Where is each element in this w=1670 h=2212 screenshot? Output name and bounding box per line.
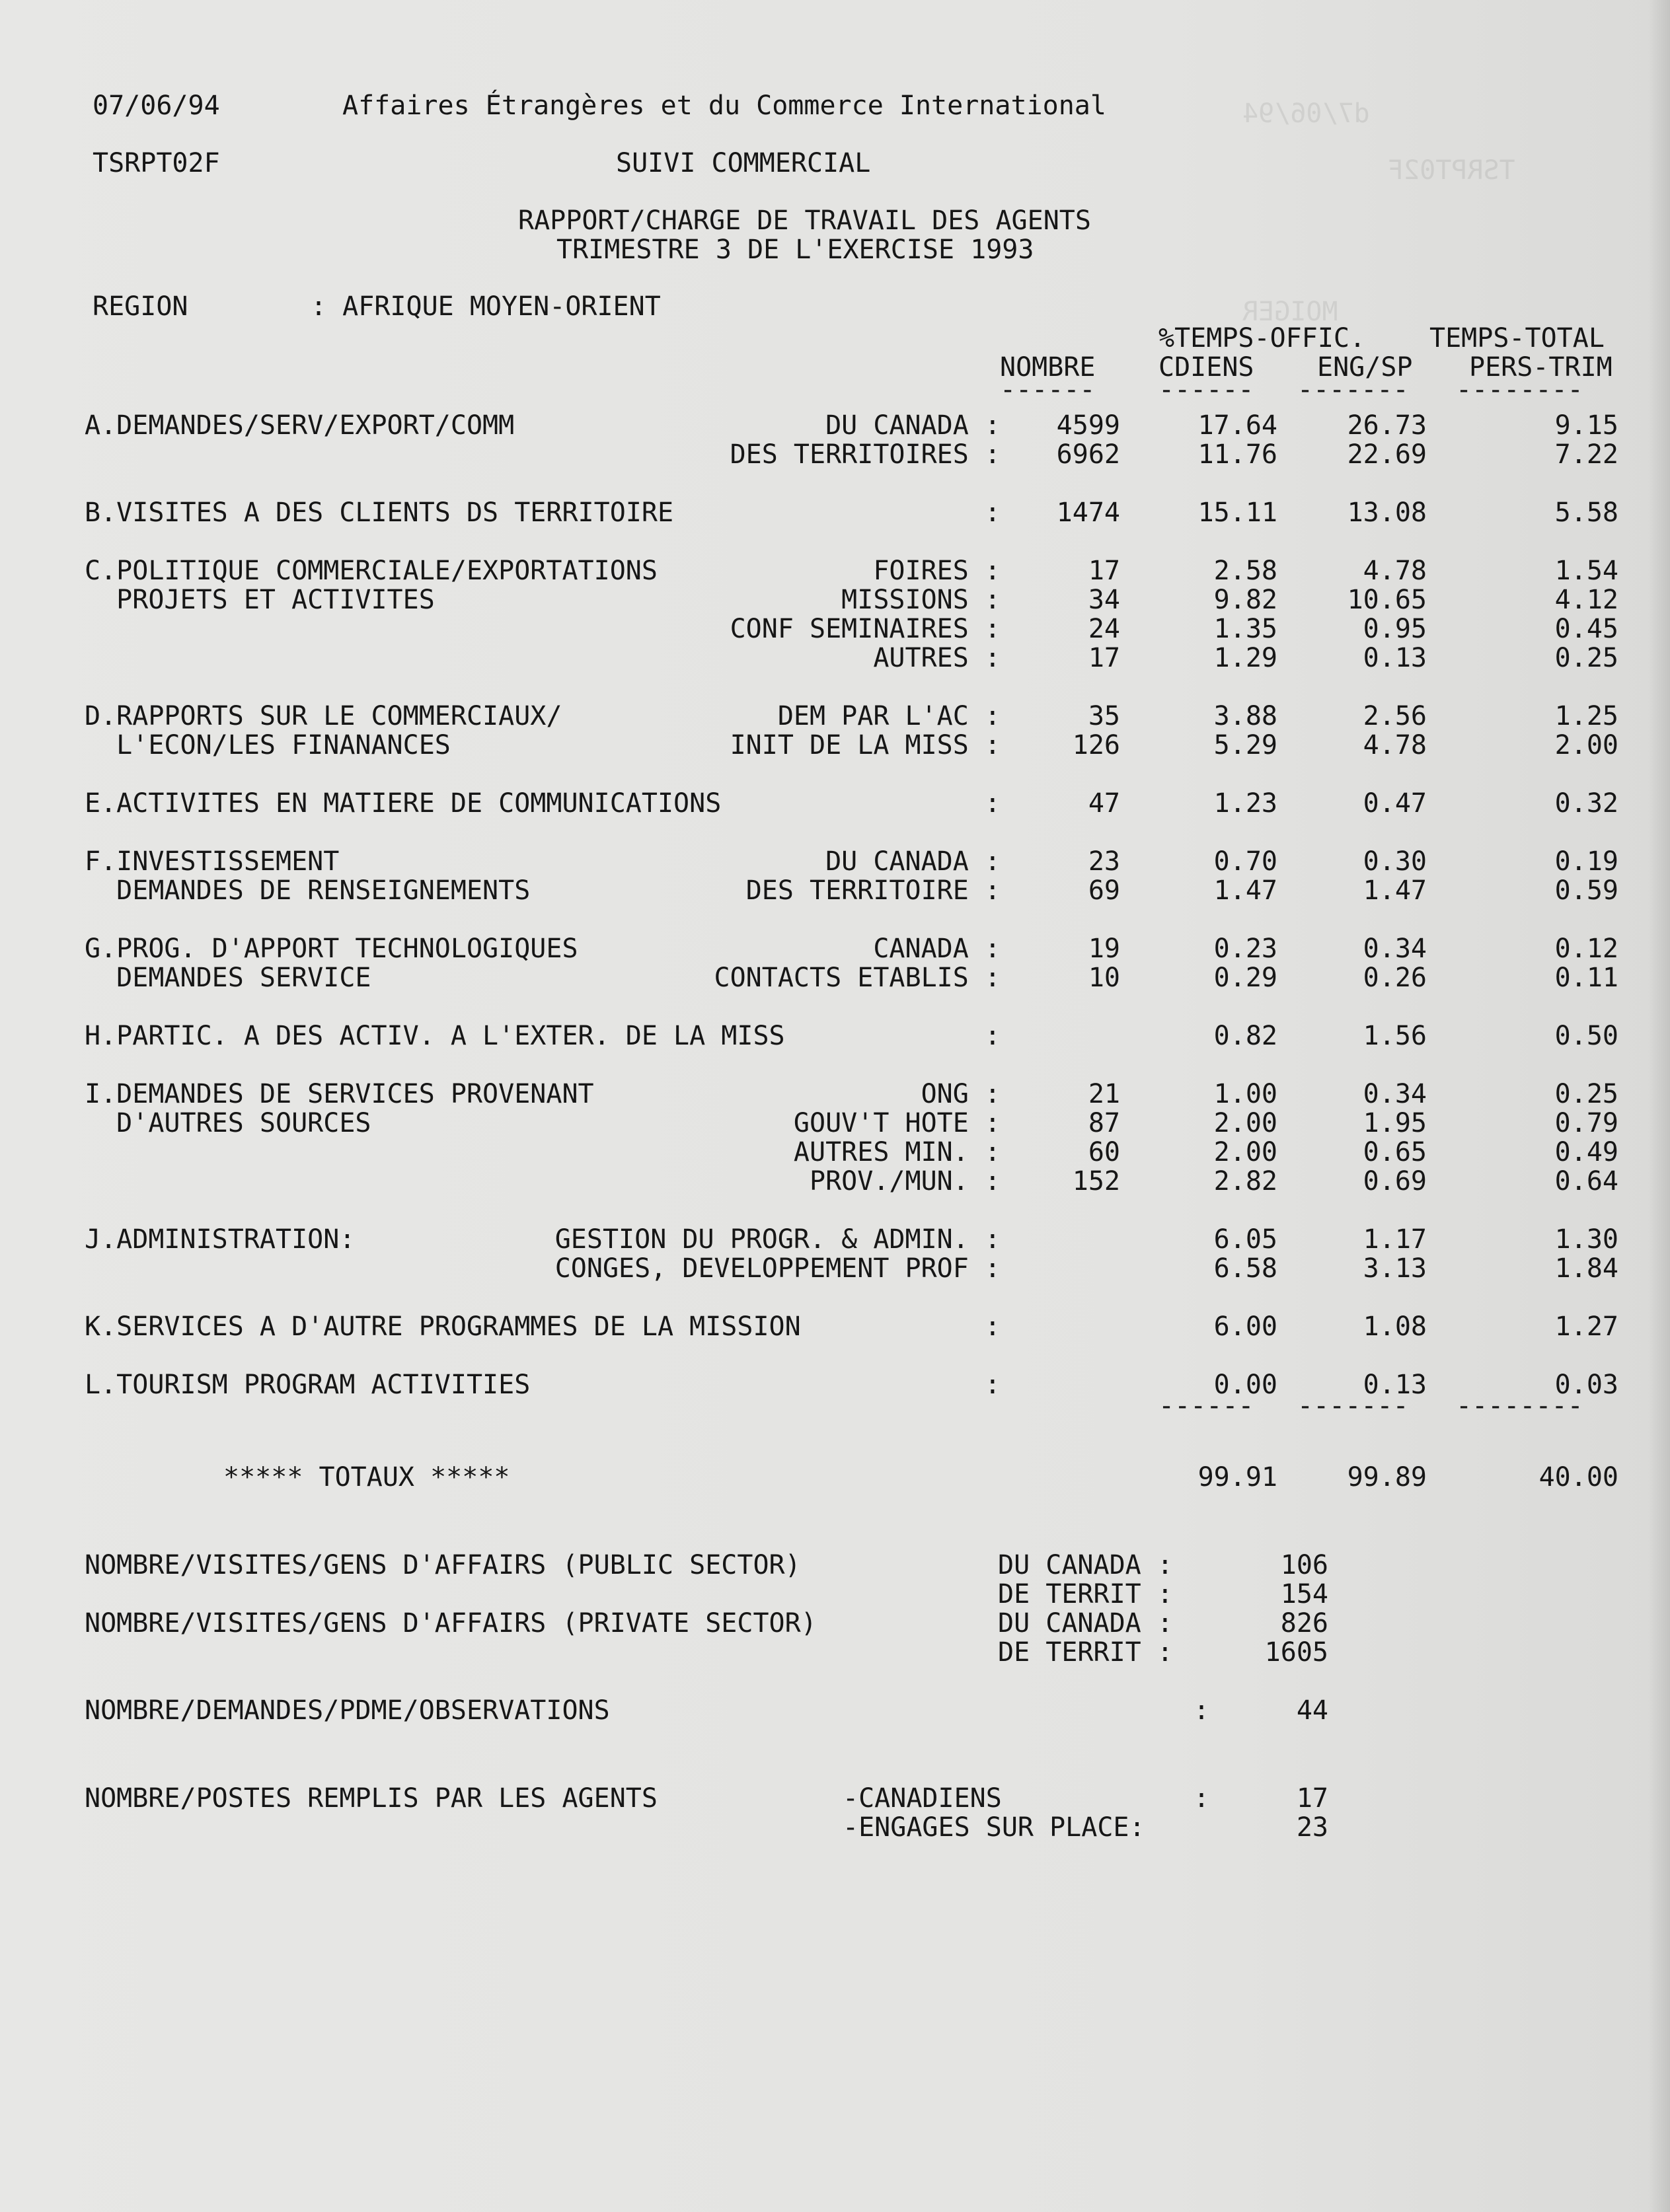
- row-cdiens-value: 1.47: [1213, 875, 1277, 906]
- row-nombre-value: 21: [1088, 1079, 1120, 1109]
- row-nombre-value: 10: [1088, 963, 1120, 993]
- row-category-label: D'AUTRES SOURCES: [85, 1108, 371, 1138]
- col-underline: ------: [1158, 375, 1254, 405]
- region-value: : AFRIQUE MOYEN-ORIENT: [311, 291, 661, 322]
- row-cdiens-value: 2.00: [1213, 1108, 1277, 1138]
- row-nombre-value: 19: [1088, 934, 1120, 964]
- row-perstrim-value: 9.15: [1554, 410, 1618, 441]
- totals-underline: --------: [1456, 1391, 1583, 1421]
- totals-underline: ------: [1158, 1391, 1254, 1421]
- row-cdiens-value: 11.76: [1197, 439, 1277, 470]
- row-cdiens-value: 0.29: [1213, 963, 1277, 993]
- totals-cdiens: 99.91: [1197, 1462, 1277, 1493]
- row-nombre-value: 87: [1088, 1108, 1120, 1138]
- row-subcategory-label: :: [984, 1021, 1001, 1051]
- row-nombre-value: 1474: [1056, 498, 1120, 528]
- postes-label: NOMBRE/POSTES REMPLIS PAR LES AGENTS: [85, 1783, 658, 1814]
- bleed-through-ghost: MOIGER: [1242, 297, 1338, 327]
- ministry-name: Affaires Étrangères et du Commerce International: [342, 91, 1106, 121]
- col-header-temps-total: TEMPS-TOTAL: [1429, 323, 1605, 353]
- row-nombre-value: 23: [1088, 846, 1120, 877]
- row-perstrim-value: 0.50: [1554, 1021, 1618, 1051]
- row-engsp-value: 0.69: [1363, 1166, 1427, 1197]
- row-perstrim-value: 1.84: [1554, 1253, 1618, 1284]
- row-perstrim-value: 0.59: [1554, 875, 1618, 906]
- row-subcategory-label: FOIRES :: [873, 556, 1001, 586]
- col-underline: --------: [1456, 375, 1583, 405]
- row-subcategory-label: DEM PAR L'AC :: [777, 701, 1001, 731]
- row-perstrim-value: 5.58: [1554, 498, 1618, 528]
- row-engsp-value: 0.26: [1363, 963, 1427, 993]
- col-underline: -------: [1297, 375, 1409, 405]
- report-code: TSRPT02F: [93, 148, 220, 178]
- col-header-pct-temps: %TEMPS-OFFIC.: [1158, 323, 1366, 353]
- row-perstrim-value: 0.12: [1554, 934, 1618, 964]
- row-category-label: PROJETS ET ACTIVITES: [85, 585, 435, 615]
- engages-label: -ENGAGES SUR PLACE:: [843, 1812, 1145, 1843]
- row-cdiens-value: 0.23: [1213, 934, 1277, 964]
- row-engsp-value: 4.78: [1363, 556, 1427, 586]
- report-title: RAPPORT/CHARGE DE TRAVAIL DES AGENTS: [518, 205, 1091, 236]
- row-engsp-value: 1.56: [1363, 1021, 1427, 1051]
- row-category-label: L'ECON/LES FINANANCES: [85, 730, 451, 760]
- row-subcategory-label: :: [984, 498, 1001, 528]
- row-perstrim-value: 2.00: [1554, 730, 1618, 760]
- row-nombre-value: 35: [1088, 701, 1120, 731]
- row-nombre-value: 126: [1072, 730, 1120, 760]
- du-canada-label: DU CANADA :: [998, 1608, 1173, 1639]
- row-category-label: J.ADMINISTRATION:: [85, 1224, 356, 1255]
- row-cdiens-value: 0.70: [1213, 846, 1277, 877]
- row-engsp-value: 1.95: [1363, 1108, 1427, 1138]
- row-subcategory-label: ONG :: [921, 1079, 1001, 1109]
- col-underline: ------: [1000, 375, 1096, 405]
- row-subcategory-label: INIT DE LA MISS :: [730, 730, 1001, 760]
- col-header-nombre: NOMBRE: [1000, 352, 1096, 383]
- row-subcategory-label: :: [984, 1311, 1001, 1342]
- page-edge-shadow: [1648, 0, 1670, 2212]
- row-perstrim-value: 0.11: [1554, 963, 1618, 993]
- row-nombre-value: 17: [1088, 556, 1120, 586]
- row-engsp-value: 2.56: [1363, 701, 1427, 731]
- visits-private-label: NOMBRE/VISITES/GENS D'AFFAIRS (PRIVATE SECTOR): [85, 1608, 817, 1639]
- de-territ-label: DE TERRIT :: [998, 1579, 1173, 1609]
- row-perstrim-value: 1.54: [1554, 556, 1618, 586]
- canadiens-label: -CANADIENS: [843, 1783, 1002, 1814]
- col-header-cdiens: CDIENS: [1158, 352, 1254, 383]
- col-header-pers-trim: PERS-TRIM: [1469, 352, 1613, 383]
- row-cdiens-value: 5.29: [1213, 730, 1277, 760]
- row-category-label: H.PARTIC. A DES ACTIV. A L'EXTER. DE LA MISS: [85, 1021, 785, 1051]
- canadiens-value: 17: [1296, 1783, 1328, 1814]
- totals-perstrim: 40.00: [1538, 1462, 1618, 1493]
- row-subcategory-label: CONGES, DEVELOPPEMENT PROF :: [554, 1253, 1001, 1284]
- row-cdiens-value: 1.23: [1213, 788, 1277, 819]
- row-subcategory-label: CANADA :: [873, 934, 1001, 964]
- row-perstrim-value: 0.64: [1554, 1166, 1618, 1197]
- row-cdiens-value: 6.00: [1213, 1311, 1277, 1342]
- row-subcategory-label: CONTACTS ETABLIS :: [714, 963, 1001, 993]
- report-subtitle: TRIMESTRE 3 DE L'EXERCISE 1993: [556, 235, 1034, 265]
- row-cdiens-value: 2.82: [1213, 1166, 1277, 1197]
- row-nombre-value: 69: [1088, 875, 1120, 906]
- row-subcategory-label: AUTRES :: [873, 643, 1001, 673]
- row-engsp-value: 1.08: [1363, 1311, 1427, 1342]
- row-perstrim-value: 0.79: [1554, 1108, 1618, 1138]
- row-engsp-value: 13.08: [1347, 498, 1427, 528]
- row-category-label: B.VISITES A DES CLIENTS DS TERRITOIRE: [85, 498, 674, 528]
- totals-engsp: 99.89: [1347, 1462, 1427, 1493]
- row-subcategory-label: CONF SEMINAIRES :: [730, 614, 1001, 644]
- row-cdiens-value: 15.11: [1197, 498, 1277, 528]
- bleed-through-ghost: TSRPT02F: [1388, 155, 1515, 186]
- row-category-label: DEMANDES DE RENSEIGNEMENTS: [85, 875, 531, 906]
- row-engsp-value: 0.65: [1363, 1137, 1427, 1167]
- visits-public-canada: 106: [1280, 1550, 1328, 1580]
- row-subcategory-label: :: [984, 788, 1001, 819]
- engages-value: 23: [1296, 1812, 1328, 1843]
- row-perstrim-value: 0.49: [1554, 1137, 1618, 1167]
- row-cdiens-value: 2.00: [1213, 1137, 1277, 1167]
- row-subcategory-label: PROV./MUN. :: [810, 1166, 1001, 1197]
- row-nombre-value: 17: [1088, 643, 1120, 673]
- du-canada-label: DU CANADA :: [998, 1550, 1173, 1580]
- row-engsp-value: 1.17: [1363, 1224, 1427, 1255]
- row-category-label: F.INVESTISSEMENT: [85, 846, 340, 877]
- row-nombre-value: 60: [1088, 1137, 1120, 1167]
- row-nombre-value: 152: [1072, 1166, 1120, 1197]
- row-cdiens-value: 1.00: [1213, 1079, 1277, 1109]
- row-subcategory-label: DES TERRITOIRES :: [730, 439, 1001, 470]
- row-category-label: K.SERVICES A D'AUTRE PROGRAMMES DE LA MISSION: [85, 1311, 801, 1342]
- row-perstrim-value: 7.22: [1554, 439, 1618, 470]
- bleed-through-ghost: d7/06/94: [1242, 98, 1370, 129]
- visits-private-territ: 1605: [1264, 1637, 1328, 1668]
- row-subcategory-label: GESTION DU PROGR. & ADMIN. :: [554, 1224, 1001, 1255]
- row-cdiens-value: 0.00: [1213, 1370, 1277, 1400]
- row-subcategory-label: AUTRES MIN. :: [793, 1137, 1001, 1167]
- row-category-label: A.DEMANDES/SERV/EXPORT/COMM: [85, 410, 515, 441]
- row-category-label: E.ACTIVITES EN MATIERE DE COMMUNICATIONS: [85, 788, 722, 819]
- row-engsp-value: 3.13: [1363, 1253, 1427, 1284]
- row-cdiens-value: 6.05: [1213, 1224, 1277, 1255]
- row-engsp-value: 0.34: [1363, 934, 1427, 964]
- totals-underline: -------: [1297, 1391, 1409, 1421]
- row-cdiens-value: 1.35: [1213, 614, 1277, 644]
- row-nombre-value: 4599: [1056, 410, 1120, 441]
- row-perstrim-value: 0.25: [1554, 1079, 1618, 1109]
- row-engsp-value: 22.69: [1347, 439, 1427, 470]
- row-engsp-value: 26.73: [1347, 410, 1427, 441]
- row-engsp-value: 0.47: [1363, 788, 1427, 819]
- col-header-eng-sp: ENG/SP: [1317, 352, 1413, 383]
- row-subcategory-label: DU CANADA :: [825, 846, 1001, 877]
- row-engsp-value: 1.47: [1363, 875, 1427, 906]
- row-perstrim-value: 0.25: [1554, 643, 1618, 673]
- row-engsp-value: 0.13: [1363, 643, 1427, 673]
- row-nombre-value: 24: [1088, 614, 1120, 644]
- row-category-label: L.TOURISM PROGRAM ACTIVITIES: [85, 1370, 531, 1400]
- row-category-label: C.POLITIQUE COMMERCIALE/EXPORTATIONS: [85, 556, 658, 586]
- row-cdiens-value: 3.88: [1213, 701, 1277, 731]
- row-engsp-value: 0.34: [1363, 1079, 1427, 1109]
- row-nombre-value: 6962: [1056, 439, 1120, 470]
- row-perstrim-value: 1.27: [1554, 1311, 1618, 1342]
- row-subcategory-label: DES TERRITOIRE :: [745, 875, 1001, 906]
- row-cdiens-value: 2.58: [1213, 556, 1277, 586]
- system-name: SUIVI COMMERCIAL: [616, 148, 871, 178]
- demandes-value: 44: [1296, 1695, 1328, 1726]
- row-engsp-value: 0.13: [1363, 1370, 1427, 1400]
- row-nombre-value: 34: [1088, 585, 1120, 615]
- row-subcategory-label: DU CANADA :: [825, 410, 1001, 441]
- row-subcategory-label: MISSIONS :: [841, 585, 1001, 615]
- row-perstrim-value: 0.32: [1554, 788, 1618, 819]
- row-cdiens-value: 0.82: [1213, 1021, 1277, 1051]
- canadiens-colon: :: [1194, 1783, 1210, 1814]
- row-cdiens-value: 1.29: [1213, 643, 1277, 673]
- row-engsp-value: 0.95: [1363, 614, 1427, 644]
- demandes-label: NOMBRE/DEMANDES/PDME/OBSERVATIONS: [85, 1695, 610, 1726]
- row-perstrim-value: 0.19: [1554, 846, 1618, 877]
- row-cdiens-value: 17.64: [1197, 410, 1277, 441]
- row-engsp-value: 0.30: [1363, 846, 1427, 877]
- row-subcategory-label: GOUV'T HOTE :: [793, 1108, 1001, 1138]
- row-category-label: DEMANDES SERVICE: [85, 963, 371, 993]
- row-engsp-value: 10.65: [1347, 585, 1427, 615]
- row-perstrim-value: 0.03: [1554, 1370, 1618, 1400]
- row-perstrim-value: 4.12: [1554, 585, 1618, 615]
- totals-label: ***** TOTAUX *****: [223, 1462, 510, 1493]
- row-category-label: G.PROG. D'APPORT TECHNOLOGIQUES: [85, 934, 578, 964]
- row-perstrim-value: 1.30: [1554, 1224, 1618, 1255]
- demandes-colon: :: [1194, 1695, 1210, 1726]
- row-perstrim-value: 1.25: [1554, 701, 1618, 731]
- row-engsp-value: 4.78: [1363, 730, 1427, 760]
- row-cdiens-value: 9.82: [1213, 585, 1277, 615]
- region-label: REGION: [93, 291, 188, 322]
- row-subcategory-label: :: [984, 1370, 1001, 1400]
- row-category-label: D.RAPPORTS SUR LE COMMERCIAUX/: [85, 701, 562, 731]
- row-category-label: I.DEMANDES DE SERVICES PROVENANT: [85, 1079, 594, 1109]
- visits-public-territ: 154: [1280, 1579, 1328, 1609]
- de-territ-label: DE TERRIT :: [998, 1637, 1173, 1668]
- row-nombre-value: 47: [1088, 788, 1120, 819]
- row-cdiens-value: 6.58: [1213, 1253, 1277, 1284]
- row-perstrim-value: 0.45: [1554, 614, 1618, 644]
- visits-private-canada: 826: [1280, 1608, 1328, 1639]
- visits-public-label: NOMBRE/VISITES/GENS D'AFFAIRS (PUBLIC SECTOR): [85, 1550, 801, 1580]
- report-date: 07/06/94: [93, 91, 220, 121]
